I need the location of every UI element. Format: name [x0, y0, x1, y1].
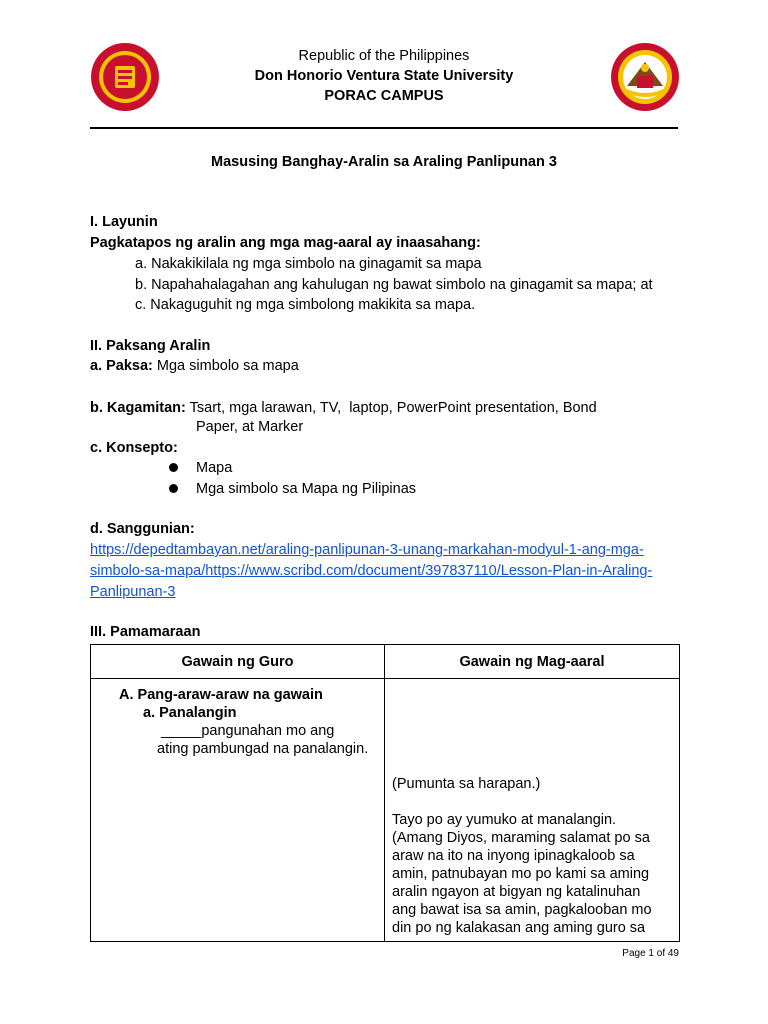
table-row [91, 679, 680, 942]
prayer-line: ang bawat isa sa amin, pagkalooban mo [392, 902, 652, 918]
prayer-line: amin, patnubayan mo po kami sa aming [392, 866, 650, 882]
prayer-line: (Amang Diyos, maraming salamat po sa [392, 830, 650, 846]
bullet-icon [169, 463, 178, 472]
bullet-icon [169, 484, 178, 493]
section-layunin-intro: Pagkatapos ng aralin ang mga mag-aaral ay inaasahang: [90, 235, 481, 251]
objective-item-c: c. Nakaguguhit ng mga simbolong makikita sa mapa. [135, 297, 476, 313]
paksa-label: a. Paksa: [90, 358, 153, 374]
header-line-university: Don Honorio Ventura State University [254, 68, 514, 84]
kagamitan-line [90, 399, 597, 418]
kagamitan-value: Tsart, mga larawan, TV, laptop, PowerPoint presentation, Bond [185, 400, 597, 416]
section-paksang-aralin-heading: II. Paksang Aralin [90, 338, 211, 354]
objective-item-b: b. Napahahalagahan ang kahulugan ng bawat simbolo na ginagamit sa mapa; at [135, 277, 653, 293]
column-header-guro: Gawain ng Guro [91, 645, 385, 679]
procedure-table [90, 644, 680, 942]
document-title: Masusing Banghay-Aralin sa Araling Panlipunan 3 [211, 154, 557, 170]
gawain-a-title: A. Pang-araw-araw na gawain [119, 687, 323, 703]
guro-instruction-line-2: ating pambungad na panalangin. [157, 741, 369, 757]
header-line-campus: PORAC CAMPUS [324, 88, 444, 104]
objective-item-a: a. Nakakikilala ng mga simbolo na ginagamit sa mapa [135, 256, 482, 272]
konsepto-item-mapa: Mapa [196, 460, 233, 476]
column-header-mag-aaral: Gawain ng Mag-aaral [385, 645, 680, 679]
paksa-value: Mga simbolo sa mapa [152, 358, 299, 374]
konsepto-label: c. Konsepto: [90, 440, 178, 456]
panalangin-title: a. Panalangin [143, 705, 237, 721]
header-divider [90, 127, 678, 129]
paksa-line [90, 357, 299, 376]
sanggunian-link-line-1[interactable]: https://depedtambayan.net/araling-panlipunan-3-unang-markahan-modyul-1-ang-mga- [90, 542, 644, 558]
kagamitan-label: b. Kagamitan: [90, 400, 186, 416]
section-layunin-heading: I. Layunin [90, 214, 158, 230]
page-number: Page 1 of 49 [622, 948, 679, 959]
konsepto-item-simbolo: Mga simbolo sa Mapa ng Pilipinas [196, 481, 417, 497]
mag-aaral-action: (Pumunta sa harapan.) [392, 776, 541, 792]
guro-cell [91, 679, 385, 942]
kagamitan-value-continued: Paper, at Marker [196, 419, 304, 435]
guro-instruction-line-1: _____pangunahan mo ang [161, 723, 335, 739]
header-line-republic: Republic of the Philippines [298, 48, 470, 64]
sanggunian-label: d. Sanggunian: [90, 521, 195, 537]
prayer-line: araw na ito na inyong ipinagkaloob sa [392, 848, 635, 864]
section-pamamaraan-heading: III. Pamamaraan [90, 624, 201, 640]
prayer-line: Tayo po ay yumuko at manalangin. [392, 812, 617, 828]
table-header-row [91, 645, 680, 679]
mag-aaral-cell [385, 679, 680, 942]
prayer-line: aralin ngayon at bigyan ng katalinuhan [392, 884, 641, 900]
prayer-line: din po ng kalakasan ang aming guro sa [392, 920, 646, 936]
sanggunian-link-line-3[interactable]: Panlipunan-3 [90, 584, 176, 600]
sanggunian-link-line-2[interactable]: simbolo-sa-mapa/https://www.scribd.com/document/397837110/Lesson-Plan-in-Araling- [90, 563, 653, 579]
